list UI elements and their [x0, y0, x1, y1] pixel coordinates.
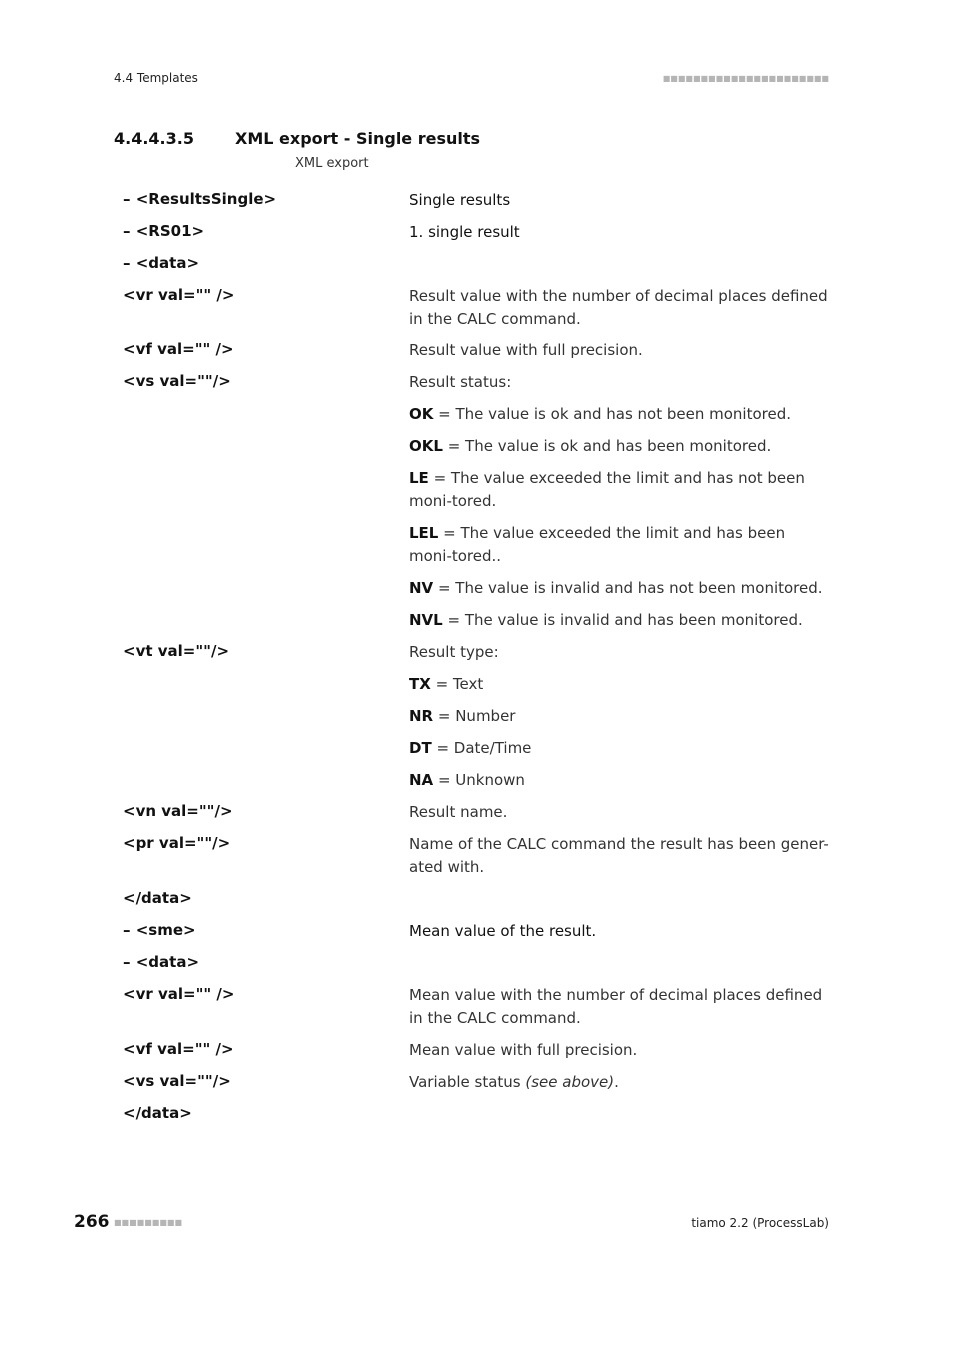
xml-tag: <vn val=""/> — [123, 802, 233, 820]
tag-description — [409, 920, 829, 943]
description-text: Result name. — [409, 803, 508, 821]
description-text: = Unknown — [433, 771, 525, 789]
description-text: = The value exceeded the limit and has not been moni-tored. — [409, 469, 805, 510]
description-text: Mean value with the number of decimal places defined in the CALC command. — [409, 986, 823, 1027]
xml-tag: <vs val=""/> — [123, 372, 231, 390]
tag-description — [409, 609, 829, 632]
xml-tag: <vs val=""/> — [123, 1072, 231, 1090]
description-text: = Date/Time — [431, 739, 532, 757]
description-tail: . — [614, 1073, 619, 1091]
description-text: = The value is ok and has not been monitored. — [433, 405, 792, 423]
running-header-decor: ■■■■■■■■■■■■■■■■■■■■■■ — [662, 74, 829, 83]
description-text: Result status: — [409, 373, 512, 391]
footer-product: tiamo 2.2 (ProcessLab) — [691, 1216, 829, 1230]
page-number: 266 — [74, 1212, 110, 1232]
status-code: DT — [409, 739, 432, 757]
status-code: OK — [409, 405, 434, 423]
description-text: Single results — [409, 191, 511, 209]
section-title: XML export - Single results — [235, 129, 481, 148]
tag-description — [409, 673, 829, 696]
status-code: NVL — [409, 611, 443, 629]
tag-description — [409, 705, 829, 728]
tag-description — [409, 641, 829, 664]
xml-tag: <vt val=""/> — [123, 642, 230, 660]
xml-tag: </data> — [123, 1104, 192, 1122]
tag-description — [409, 769, 829, 792]
tag-description — [409, 285, 829, 330]
xml-tag: <pr val=""/> — [123, 834, 231, 852]
tag-description — [409, 221, 829, 244]
tag-description — [409, 833, 829, 878]
tag-description — [409, 577, 829, 600]
tag-description — [409, 189, 829, 212]
tag-description — [409, 801, 829, 824]
xml-tag: <vf val="" /> — [123, 1040, 234, 1058]
xml-tag: – <sme> — [123, 921, 196, 939]
tag-description — [409, 467, 829, 512]
xml-tag: <vr val="" /> — [123, 985, 235, 1003]
section-subtitle: XML export — [295, 156, 369, 171]
xml-tag: – <ResultsSingle> — [123, 190, 277, 208]
xml-tag: – <data> — [123, 254, 200, 272]
status-code: NV — [409, 579, 434, 597]
tag-description — [409, 522, 829, 567]
description-text: 1. single result — [409, 223, 520, 241]
xml-tag: <vr val="" /> — [123, 286, 235, 304]
tag-description — [409, 737, 829, 760]
xml-tag: – <data> — [123, 953, 200, 971]
xml-tag: </data> — [123, 889, 192, 907]
status-code: NR — [409, 707, 434, 725]
description-text: = The value is invalid and has been monitored. — [442, 611, 803, 629]
status-code: NA — [409, 771, 434, 789]
footer-decor: ■■■■■■■■■ — [114, 1218, 183, 1227]
description-text: = The value is ok and has been monitored. — [442, 437, 772, 455]
tag-description — [409, 1039, 829, 1062]
status-code: LE — [409, 469, 429, 487]
tag-description — [409, 1071, 829, 1094]
tag-description — [409, 339, 829, 362]
description-text: = Number — [433, 707, 516, 725]
description-text: Mean value of the result. — [409, 922, 597, 940]
status-code: OKL — [409, 437, 443, 455]
description-text: Result value with the number of decimal places defined in the CALC command. — [409, 287, 828, 328]
running-header-section: 4.4 Templates — [114, 71, 198, 85]
tag-description — [409, 403, 829, 426]
xml-tag: <vf val="" /> — [123, 340, 234, 358]
description-text: Mean value with full precision. — [409, 1041, 638, 1059]
tag-description — [409, 435, 829, 458]
description-text: Variable status — [409, 1073, 526, 1091]
description-text: Name of the CALC command the result has been gener-ated with. — [409, 835, 829, 876]
tag-description — [409, 984, 829, 1029]
description-text: Result value with full precision. — [409, 341, 643, 359]
section-number: 4.4.4.3.5 — [114, 129, 194, 148]
description-text: = The value exceeded the limit and has been moni-tored.. — [409, 524, 786, 565]
xml-tag: – <RS01> — [123, 222, 205, 240]
status-code: TX — [409, 675, 431, 693]
description-text: = The value is invalid and has not been monitored. — [433, 579, 823, 597]
tag-description — [409, 371, 829, 394]
description-text: Result type: — [409, 643, 499, 661]
status-code: LEL — [409, 524, 439, 542]
description-text: = Text — [430, 675, 484, 693]
cross-reference: (see above) — [525, 1073, 615, 1091]
